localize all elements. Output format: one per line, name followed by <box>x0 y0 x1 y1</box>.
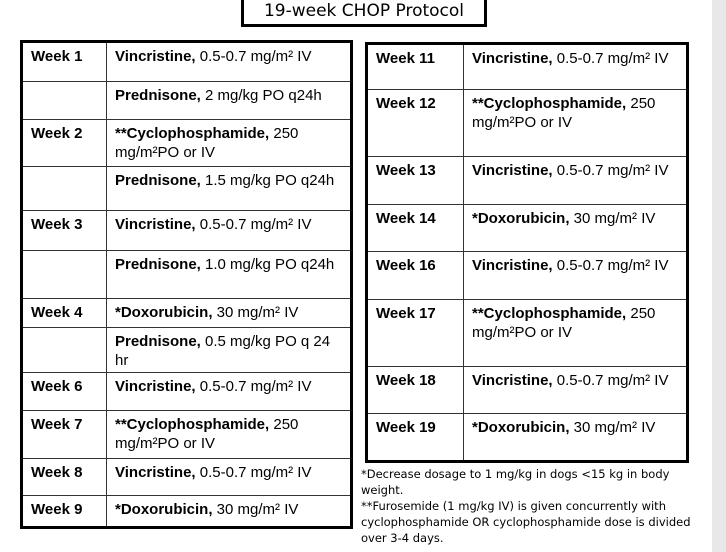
drug-cell <box>107 211 352 251</box>
table-row <box>367 300 688 367</box>
drug-name: *Doxorubicin, <box>472 419 570 436</box>
drug-name: *Doxorubicin, <box>472 210 570 227</box>
drug-name: *Doxorubicin, <box>115 501 213 518</box>
drug-name: Vincristine, <box>115 464 196 481</box>
week-cell <box>22 251 107 299</box>
drug-name: Vincristine, <box>115 48 196 65</box>
week-cell: Week 11 <box>367 44 464 90</box>
drug-cell <box>107 328 352 373</box>
drug-cell <box>107 373 352 411</box>
drug-name: **Cyclophosphamide, <box>115 125 270 142</box>
drug-name: **Cyclophosphamide, <box>115 416 270 433</box>
drug-name: **Cyclophosphamide, <box>472 305 627 322</box>
table-row <box>22 328 352 373</box>
table-row <box>367 414 688 462</box>
drug-name: **Cyclophosphamide, <box>472 95 627 112</box>
drug-dose: 0.5-0.7 mg/m² IV <box>195 48 312 65</box>
week-cell: Week 7 <box>22 411 107 459</box>
table-row <box>367 205 688 252</box>
table-row <box>22 496 352 528</box>
drug-dose: 0.5-0.7 mg/m² IV <box>552 372 669 389</box>
drug-dose: 2 mg/kg PO q24h <box>200 87 322 104</box>
week-cell: Week 4 <box>22 299 107 328</box>
drug-name: Prednisone, <box>115 172 201 189</box>
drug-dose: 250 mg/m²PO or IV <box>115 416 299 452</box>
table-row <box>22 42 352 82</box>
page-title: 19-week CHOP Protocol <box>241 0 487 27</box>
drug-dose: 250 mg/m²PO or IV <box>472 95 656 131</box>
protocol-table-weeks-11-19 <box>365 42 689 463</box>
table-row <box>22 373 352 411</box>
week-cell: Week 18 <box>367 367 464 414</box>
drug-cell <box>107 459 352 496</box>
table-row <box>22 211 352 251</box>
drug-name: Vincristine, <box>472 257 553 274</box>
drug-cell <box>107 496 352 528</box>
week-cell: Week 3 <box>22 211 107 251</box>
week-cell: Week 2 <box>22 120 107 167</box>
protocol-table-weeks-1-9 <box>20 40 353 529</box>
week-cell: Week 16 <box>367 252 464 300</box>
week-cell <box>22 167 107 211</box>
week-cell: Week 6 <box>22 373 107 411</box>
drug-name: Vincristine, <box>115 216 196 233</box>
drug-name: Vincristine, <box>115 378 196 395</box>
drug-cell <box>107 299 352 328</box>
drug-dose: 30 mg/m² IV <box>569 419 656 436</box>
footnote-cyclophosphamide: **Furosemide (1 mg/kg IV) is given concurrently with cyclophosphamide OR cyclophosphamide dose is divided over 3-4 days. <box>361 499 691 545</box>
week-cell: Week 12 <box>367 90 464 157</box>
drug-name: Prednisone, <box>115 256 201 273</box>
drug-dose: 30 mg/m² IV <box>569 210 656 227</box>
week-cell: Week 9 <box>22 496 107 528</box>
week-cell: Week 1 <box>22 42 107 82</box>
drug-dose: 0.5 mg/kg PO q 24 hr <box>115 333 331 369</box>
table-row <box>22 299 352 328</box>
table-row <box>367 90 688 157</box>
table-row <box>22 251 352 299</box>
week-cell: Week 14 <box>367 205 464 252</box>
drug-dose: 0.5-0.7 mg/m² IV <box>552 257 669 274</box>
drug-name: Vincristine, <box>472 372 553 389</box>
footnote-doxorubicin: *Decrease dosage to 1 mg/kg in dogs <15 kg in body weight. <box>361 467 670 497</box>
drug-dose: 1.0 mg/kg PO q24h <box>200 256 335 273</box>
week-cell <box>22 82 107 120</box>
scrollbar[interactable] <box>712 0 726 552</box>
footnotes <box>361 466 691 546</box>
drug-dose: 30 mg/m² IV <box>212 501 299 518</box>
drug-name: *Doxorubicin, <box>115 304 213 321</box>
table-row <box>22 120 352 167</box>
drug-dose: 250 mg/m²PO or IV <box>115 125 299 161</box>
drug-dose: 0.5-0.7 mg/m² IV <box>195 378 312 395</box>
drug-name: Prednisone, <box>115 333 201 350</box>
drug-cell <box>464 300 688 367</box>
table-row <box>22 459 352 496</box>
drug-name: Vincristine, <box>472 50 553 67</box>
drug-cell <box>107 167 352 211</box>
drug-dose: 30 mg/m² IV <box>212 304 299 321</box>
drug-cell <box>464 44 688 90</box>
drug-cell <box>107 251 352 299</box>
table-row <box>367 252 688 300</box>
drug-cell <box>107 411 352 459</box>
drug-cell <box>464 252 688 300</box>
drug-dose: 250 mg/m²PO or IV <box>472 305 656 341</box>
table-row <box>367 44 688 90</box>
table-row <box>22 82 352 120</box>
drug-cell <box>464 367 688 414</box>
drug-cell <box>107 42 352 82</box>
drug-cell <box>464 414 688 462</box>
table-row <box>367 157 688 205</box>
week-cell: Week 8 <box>22 459 107 496</box>
week-cell: Week 13 <box>367 157 464 205</box>
drug-dose: 1.5 mg/kg PO q24h <box>200 172 335 189</box>
drug-name: Prednisone, <box>115 87 201 104</box>
drug-cell <box>107 82 352 120</box>
drug-dose: 0.5-0.7 mg/m² IV <box>552 50 669 67</box>
drug-cell <box>464 157 688 205</box>
week-cell <box>22 328 107 373</box>
drug-cell <box>464 90 688 157</box>
drug-name: Vincristine, <box>472 162 553 179</box>
drug-cell <box>107 120 352 167</box>
table-row <box>367 367 688 414</box>
table-row <box>22 167 352 211</box>
table-row <box>22 411 352 459</box>
drug-dose: 0.5-0.7 mg/m² IV <box>195 216 312 233</box>
drug-dose: 0.5-0.7 mg/m² IV <box>552 162 669 179</box>
week-cell: Week 17 <box>367 300 464 367</box>
week-cell: Week 19 <box>367 414 464 462</box>
drug-cell <box>464 205 688 252</box>
drug-dose: 0.5-0.7 mg/m² IV <box>195 464 312 481</box>
